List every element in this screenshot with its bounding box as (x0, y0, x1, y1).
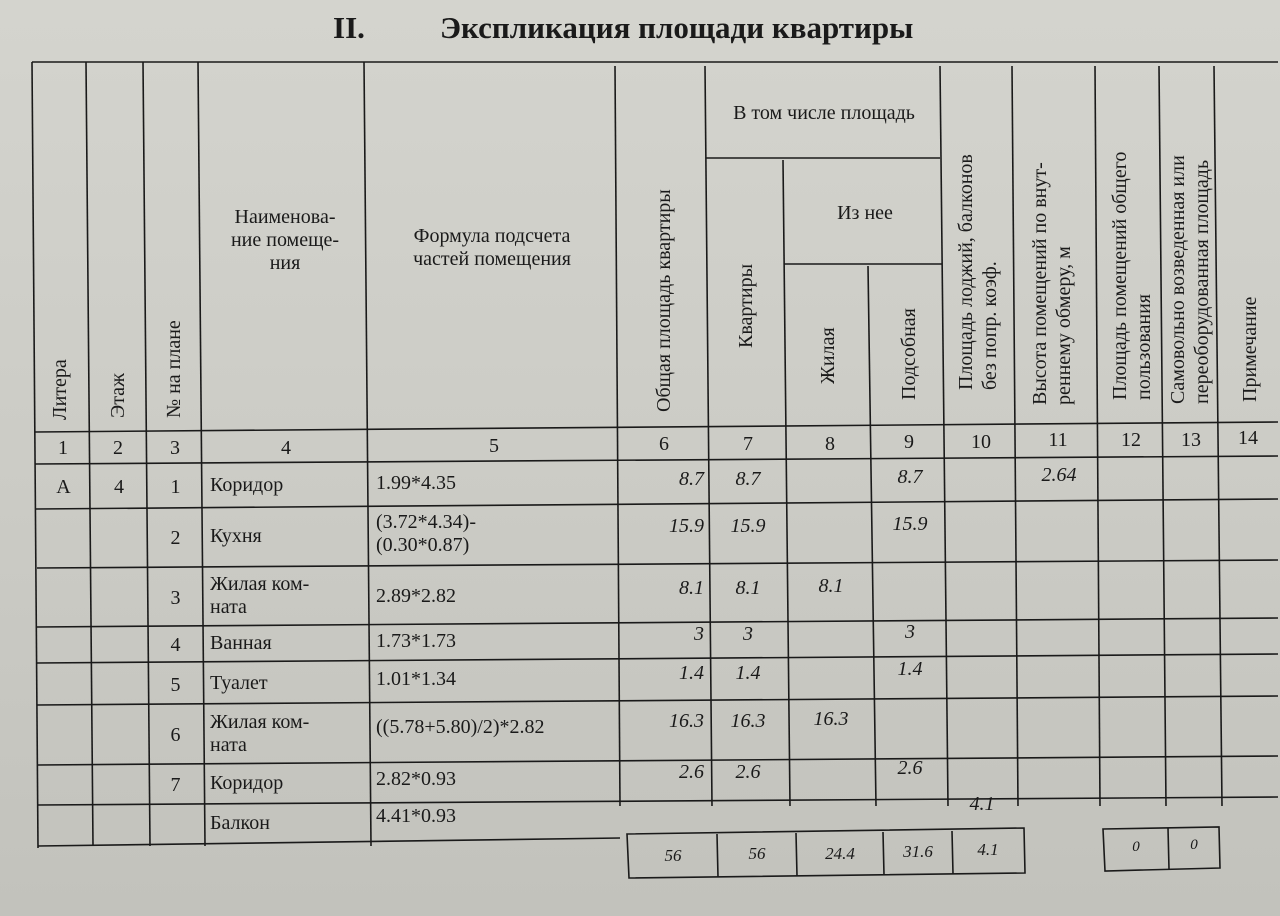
cell-name: Ванная (210, 631, 272, 654)
cell-name: Балкон (210, 811, 270, 834)
total-self-built: 0 (1190, 837, 1198, 854)
header-in-total: В том числе площадь (733, 101, 915, 124)
cell-name: Жилая ком- ната (210, 711, 310, 756)
cell-height: 2.64 (1041, 463, 1077, 486)
cell-total: 2.6 (679, 760, 704, 783)
cell-aux: 1.4 (897, 657, 923, 680)
header-apartment: Квартиры (735, 263, 757, 348)
column-number: 10 (971, 430, 991, 453)
column-number: 11 (1048, 428, 1068, 451)
cell-formula: ((5.78+5.80)/2)*2.82 (376, 715, 545, 738)
cell-apt: 16.3 (730, 709, 766, 732)
cell-apt: 3 (743, 622, 753, 645)
header-auxiliary: Подсобная (898, 308, 920, 400)
cell-aux: 15.9 (892, 512, 928, 535)
cell-formula: 4.41*0.93 (376, 804, 456, 827)
header-height: Высота помещений по внут- реннему обмеру, м (1029, 162, 1075, 405)
header-formula: Формула подсчета частей помещения (413, 225, 571, 270)
cell-litera: А (56, 475, 71, 498)
header-etazh: Этаж (107, 373, 129, 418)
header-nomer: № на плане (163, 320, 185, 418)
cell-no: 2 (170, 526, 181, 549)
total-living: 24.4 (825, 844, 855, 864)
section-number: II. (333, 10, 365, 45)
cell-no: 1 (170, 475, 181, 498)
cell-no: 3 (170, 586, 181, 609)
cell-name: Туалет (210, 671, 268, 694)
total-apt: 56 (748, 844, 766, 864)
cell-aux: 8.7 (897, 465, 923, 488)
header-note: Примечание (1239, 296, 1261, 402)
cell-total: 8.1 (679, 576, 704, 599)
cell-no: 4 (170, 633, 181, 656)
cell-total: 8.7 (679, 467, 704, 490)
column-number: 12 (1121, 428, 1141, 451)
total-area: 56 (664, 846, 682, 866)
header-name: Наименова- ние помеще- ния (230, 205, 340, 274)
column-number: 7 (743, 432, 753, 455)
cell-living: 8.1 (818, 574, 844, 597)
cell-living: 16.3 (813, 707, 849, 730)
cell-apt: 1.4 (735, 661, 761, 684)
cell-aux: 3 (905, 620, 915, 643)
cell-formula: (3.72*4.34)- (0.30*0.87) (376, 511, 476, 556)
title-text: Экспликация площади квартиры (440, 10, 914, 45)
cell-no: 5 (170, 673, 181, 696)
header-total: Общая площадь квартиры (653, 189, 675, 412)
column-number: 9 (904, 430, 914, 453)
cell-formula: 1.99*4.35 (376, 471, 456, 494)
cell-formula: 1.01*1.34 (376, 667, 456, 690)
cell-formula: 2.82*0.93 (376, 767, 456, 790)
cell-formula: 2.89*2.82 (376, 584, 456, 607)
cell-apt: 8.1 (735, 576, 761, 599)
header-of-which: Из нее (837, 201, 893, 224)
header-living: Жилая (817, 327, 839, 384)
cell-apt: 2.6 (735, 760, 761, 783)
column-number: 5 (489, 434, 499, 457)
header-litera: Литера (49, 359, 71, 420)
cell-aux: 2.6 (897, 756, 923, 779)
column-number: 2 (113, 436, 123, 459)
column-number: 4 (281, 436, 291, 459)
cell-name: Жилая ком- ната (210, 573, 310, 618)
cell-name: Коридор (210, 473, 284, 496)
column-number: 1 (58, 436, 68, 459)
column-number: 14 (1238, 426, 1258, 449)
total-aux: 31.6 (903, 842, 933, 862)
header-common: Площадь помещений общего пользования (1109, 151, 1155, 400)
cell-apt: 8.7 (735, 467, 761, 490)
column-number: 8 (825, 432, 835, 455)
cell-etazh: 4 (114, 475, 124, 498)
cell-formula: 1.73*1.73 (376, 629, 456, 652)
cell-total: 15.9 (669, 514, 704, 537)
column-number: 3 (170, 436, 180, 459)
cell-name: Коридор (210, 771, 284, 794)
cell-apt: 15.9 (730, 514, 766, 537)
header-loggias: Площадь лоджий, балконов без попр. коэф. (955, 154, 1001, 390)
cell-no: 7 (170, 773, 181, 796)
cell-total: 1.4 (679, 661, 704, 684)
cell-total: 16.3 (669, 709, 704, 732)
cell-balcony: 4.1 (969, 792, 995, 815)
cell-name: Кухня (210, 524, 262, 547)
column-number: 13 (1181, 428, 1201, 451)
cell-no: 6 (170, 723, 181, 746)
total-common: 0 (1132, 839, 1140, 856)
column-number: 6 (659, 432, 669, 455)
header-self-built: Самовольно возведенная или переоборудованная площадь (1167, 155, 1213, 404)
total-balcony: 4.1 (977, 840, 999, 860)
cell-total: 3 (694, 622, 704, 645)
